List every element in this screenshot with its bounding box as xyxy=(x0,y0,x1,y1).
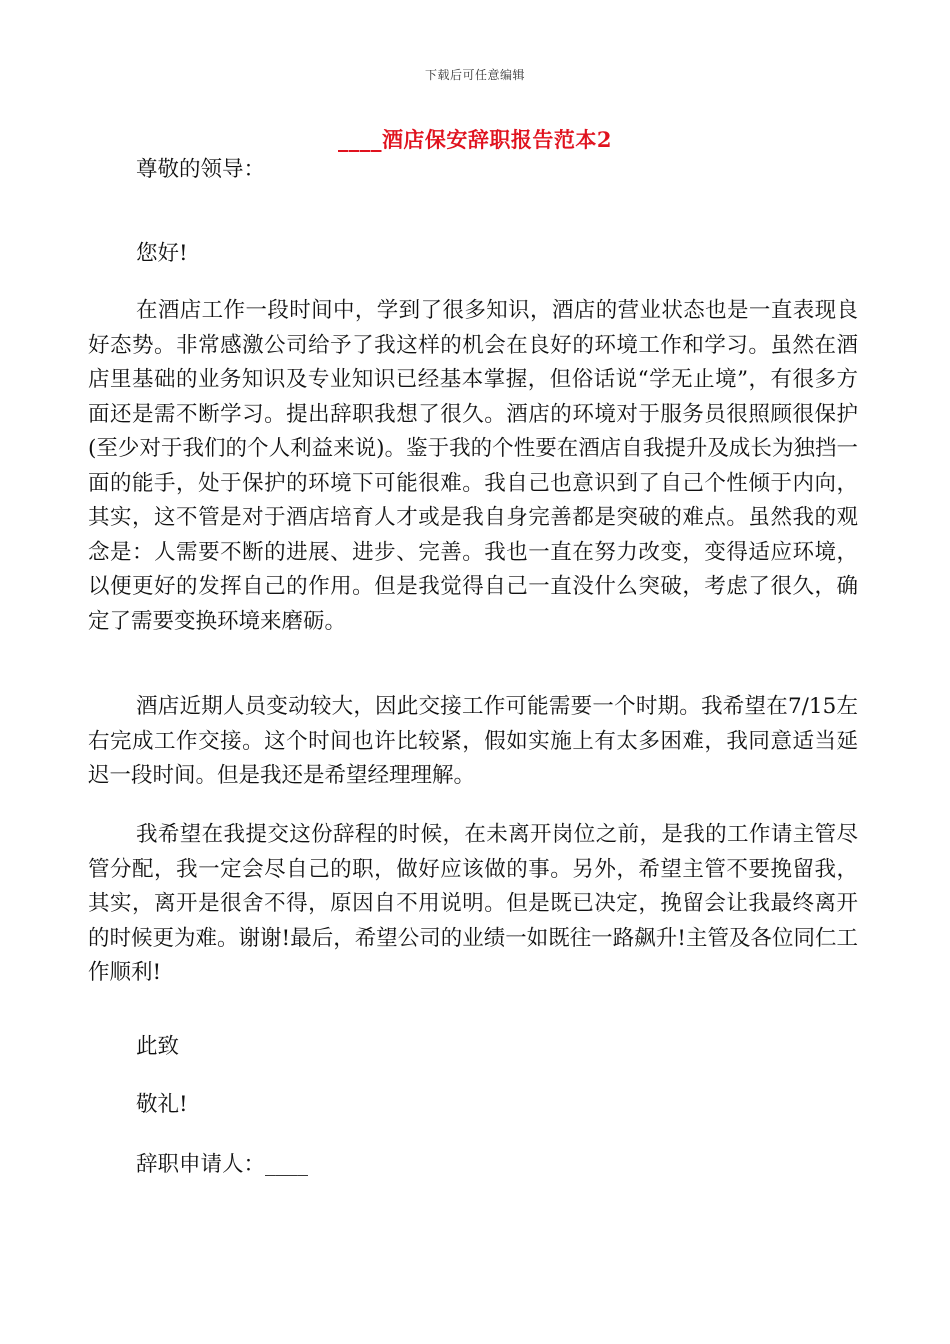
signature-line: 辞职申请人：____ xyxy=(136,1152,309,1177)
body-paragraph-2: 酒店近期人员变动较大，因此交接工作可能需要一个时期。我希望在7/15左右完成工作交接。这个时间也许比较紧，假如实施上有太多困难，我同意适当延迟一段时间。但是我还是希望经理理解。 xyxy=(88,694,858,788)
greeting: 您好! xyxy=(136,241,188,266)
document-title: ____酒店保安辞职报告范本2 xyxy=(337,127,613,152)
body-paragraph-3: 我希望在我提交这份辞程的时候，在未离开岗位之前，是我的工作请主管尽管分配，我一定会尽自己的职，做好应该做的事。另外，希望主管不要挽留我，其实，离开是很舍不得，原因自不用说明。但是既已决定，挽留会让我最终离开的时候更为难。谢谢!最后，希望公司的业绩一如既往一路飙升!主管及各位同仁工作顺利! xyxy=(88,822,858,985)
salutation: 尊敬的领导： xyxy=(136,157,266,182)
body-paragraph-1: 在酒店工作一段时间中，学到了很多知识，酒店的营业状态也是一直表现良好态势。非常感激公司给予了我这样的机会在良好的环境工作和学习。虽然在酒店里基础的业务知识及专业知识已经基本掌握，但俗话说“学无止境”，有很多方面还是需不断学习。提出辞职我想了很久。酒店的环境对于服务员很照顾很保护(至少对于我们的个人利益来说)。鉴于我的个性要在酒店自我提升及成长为独挡一面的能手，处于保护的环境下可能很难。我自己也意识到了自己个性倾于内向，其实，这不管是对于酒店培育人才或是我自身完善都是突破的难点。虽然我的观念是：人需要不断的进展、进步、完善。我也一直在努力改变，变得适应环境，以便更好的发挥自己的作用。但是我觉得自己一直没什么突破，考虑了很久，确定了需要变换环境来磨砺。 xyxy=(88,298,858,634)
header-note: 下载后可任意编辑 xyxy=(424,68,525,82)
closing-line-1: 此致 xyxy=(136,1034,180,1059)
closing-line-2: 敬礼! xyxy=(136,1092,188,1117)
